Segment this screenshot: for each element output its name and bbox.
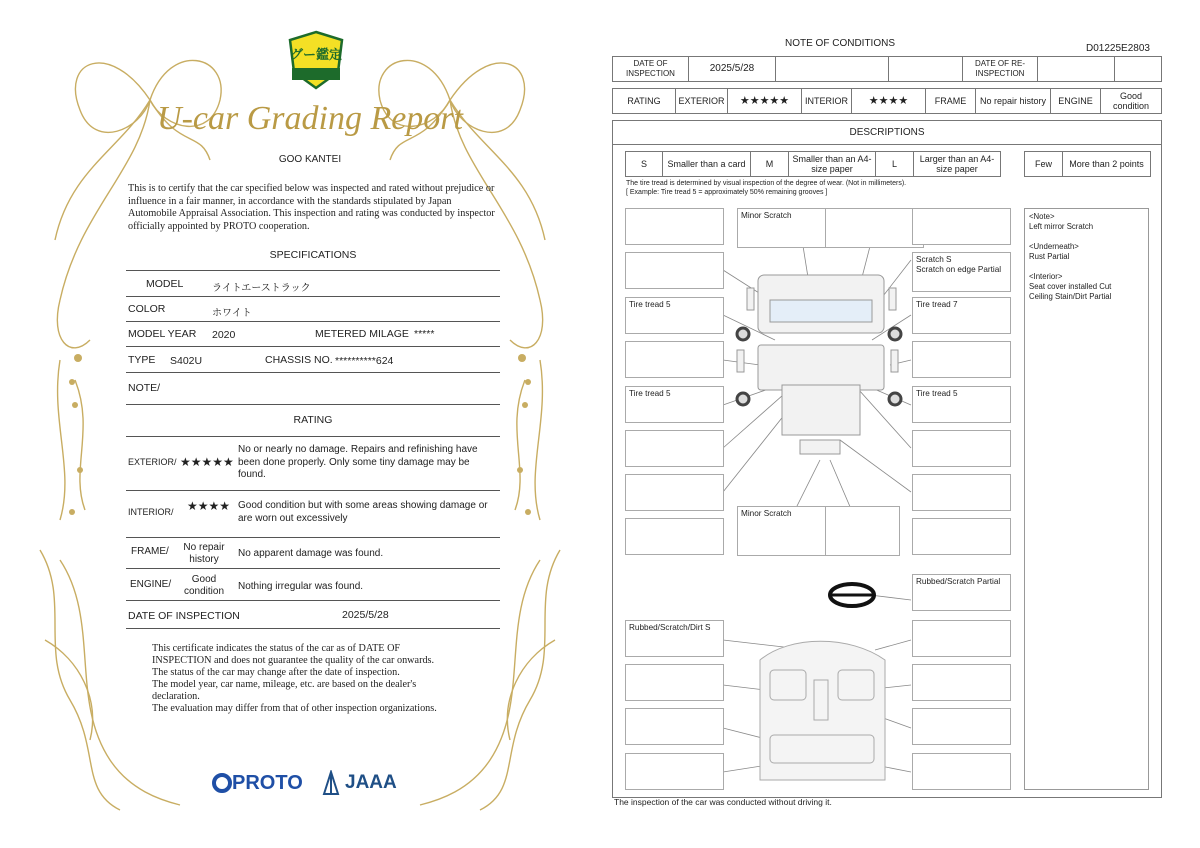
tire-rear-right: Tire tread 5 — [916, 389, 958, 398]
tire-front-left: Tire tread 5 — [629, 300, 671, 309]
frame-label: FRAME/ — [131, 546, 169, 557]
desc-box — [912, 386, 1011, 423]
color-label: COLOR — [128, 303, 166, 315]
desc-box — [912, 518, 1011, 555]
exterior-description — [238, 444, 496, 482]
conditions-title: NOTE OF CONDITIONS — [785, 38, 895, 49]
legend-m-desc: Smaller than an A4-size paper — [789, 152, 876, 176]
tire-front-right: Tire tread 7 — [916, 300, 958, 309]
rating-heading: RATING — [293, 414, 333, 426]
engine-value: Good condition — [1112, 91, 1150, 111]
reinspect-label: DATE OF RE-INSPECTION — [963, 57, 1038, 81]
exterior-label: EXTERIOR — [676, 89, 728, 113]
intro-text: This is to certify that the car specified below was inspected and rated without prejudice or influence in a fair manner, in accordance with the standards stipulated by Japan Automobile Appraisal Association. This inspection and rating was conducted by inspector officially appointed by PROTO cooperation. — [128, 183, 495, 232]
frame-value: No repair history — [976, 89, 1051, 113]
mileage-label: METERED MILAGE — [315, 328, 409, 340]
desc-box — [625, 664, 724, 701]
desc-box — [625, 518, 724, 555]
interior-rubbed-note: Rubbed/Scratch/Dirt S — [629, 623, 711, 632]
descriptions-heading-text: DESCRIPTIONS — [849, 126, 925, 138]
disclaimer-line: The status of the car may change after the date of inspection. — [152, 667, 400, 678]
desc-box — [625, 341, 724, 378]
disclaimer — [152, 643, 492, 715]
exterior-label: EXTERIOR/ — [128, 457, 177, 467]
desc-box — [912, 341, 1011, 378]
jaaa-logo — [320, 770, 397, 796]
tire-note: The tire tread is determined by visual inspection of the degree of wear. (Not in millimeters). — [626, 180, 907, 187]
frame-label: FRAME — [926, 89, 976, 113]
mileage-value: ***** — [414, 328, 435, 340]
document-id: D01225E2803 — [1086, 43, 1150, 54]
scratch-edge-note: Scratch on edge Partial — [916, 265, 1002, 274]
desc-box — [625, 708, 724, 745]
note-line: Left mirror Scratch — [1029, 222, 1094, 231]
goo-kantei-badge — [288, 30, 344, 92]
exterior-description-text: No or nearly no damage. Repairs and refinishing have been done properly. Only some tiny damage may be found. — [238, 444, 478, 480]
color-value: ホワイト — [212, 308, 252, 319]
divider — [126, 600, 500, 601]
legend-s: S — [626, 152, 663, 176]
jaaa-logo-text: JAAA — [345, 772, 397, 793]
desc-box — [825, 506, 900, 556]
desc-box — [825, 208, 924, 248]
report-title: U-car Grading Report — [157, 100, 463, 137]
specifications-heading: SPECIFICATIONS — [269, 249, 357, 261]
desc-box — [625, 252, 724, 289]
rear-minor-scratch: Minor Scratch — [741, 509, 792, 518]
report-subtitle: GOO KANTEI — [278, 154, 342, 165]
interior-description-text: Good condition but with some areas showing damage or are worn out excessively — [238, 500, 488, 524]
legend-few-desc: More than 2 points — [1069, 159, 1144, 169]
model-year-value: 2020 — [212, 329, 236, 341]
date-value: 2025/5/28 — [689, 57, 776, 81]
interior-label: INTERIOR — [802, 89, 852, 113]
engine-label: ENGINE — [1051, 89, 1101, 113]
frame-value: No repair history — [183, 542, 225, 565]
inspection-date-label: DATE OF INSPECTION — [128, 610, 240, 622]
note-line: Seat cover installed Cut — [1029, 282, 1112, 291]
note-line: <Underneath> — [1029, 242, 1079, 251]
desc-box — [625, 430, 724, 467]
exterior-stars: ★★★★★ — [180, 455, 234, 469]
tire-rear-left: Tire tread 5 — [629, 389, 671, 398]
rating-label: RATING — [613, 89, 676, 113]
note-spacer — [1029, 232, 1144, 242]
note-spacer — [1029, 262, 1144, 272]
desc-box — [912, 297, 1011, 334]
desc-box — [625, 297, 724, 334]
disclaimer-line: This certificate indicates the status of the car as of DATE OF — [152, 643, 401, 654]
divider — [126, 490, 500, 491]
divider — [126, 372, 500, 373]
desc-box — [625, 474, 724, 511]
legend-l: L — [876, 152, 914, 176]
disclaimer-line: The evaluation may differ from that of other inspection organizations. — [152, 703, 437, 714]
proto-logo — [212, 770, 303, 796]
divider — [126, 436, 500, 437]
divider — [126, 296, 500, 297]
interior-stars: ★★★★ — [187, 499, 231, 513]
frame-description: No apparent damage was found. — [238, 548, 384, 559]
desc-box — [625, 753, 724, 790]
desc-box — [912, 252, 1011, 292]
note-label: NOTE/ — [128, 382, 161, 394]
chassis-value: **********624 — [335, 355, 394, 367]
desc-box — [737, 208, 836, 248]
chassis-label: CHASSIS NO. — [265, 354, 333, 366]
engine-value: Good condition — [183, 574, 225, 597]
desc-box — [912, 664, 1011, 701]
tire-example: [ Example: Tire tread 5 = approximately 50% remaining grooves ] — [626, 189, 828, 196]
badge-label: グー鑑定 — [289, 47, 342, 62]
note-line: <Interior> — [1029, 272, 1063, 281]
divider — [126, 628, 500, 629]
divider — [126, 568, 500, 569]
model-label: MODEL — [146, 278, 184, 290]
interior-stars: ★★★★ — [852, 89, 926, 113]
footer-note: The inspection of the car was conducted without driving it. — [614, 797, 832, 807]
desc-box — [912, 574, 1011, 611]
note-line: <Note> — [1029, 212, 1055, 221]
disclaimer-line: declaration. — [152, 691, 200, 702]
proto-logo-text: PROTO — [232, 771, 303, 794]
disclaimer-line: INSPECTION and does not guarantee the quality of the car onwards. — [152, 655, 435, 666]
notes-panel — [1024, 208, 1149, 790]
steering-wheel-icon — [830, 584, 874, 606]
type-value: S402U — [170, 355, 203, 367]
desc-box — [912, 708, 1011, 745]
desc-box — [912, 430, 1011, 467]
desc-box — [912, 753, 1011, 790]
legend-m: M — [751, 152, 789, 176]
desc-box — [912, 208, 1011, 245]
inspection-date-value: 2025/5/28 — [342, 609, 389, 621]
desc-box — [737, 506, 836, 556]
interior-label: INTERIOR/ — [128, 507, 174, 517]
desc-box — [912, 620, 1011, 657]
type-label: TYPE — [128, 354, 156, 366]
desc-box — [912, 474, 1011, 511]
disclaimer-line: The model year, car name, mileage, etc. are based on the dealer's — [152, 679, 417, 690]
model-value: ライトエーストラック — [212, 283, 311, 294]
legend-few: Few — [1025, 152, 1063, 176]
divider — [126, 270, 500, 271]
jaaa-mark-icon — [320, 770, 342, 796]
model-year-label: MODEL YEAR — [128, 328, 197, 340]
interior-description — [238, 500, 496, 525]
legend-l-desc: Larger than an A4-size paper — [919, 154, 995, 174]
desc-box — [625, 208, 724, 245]
front-minor-scratch: Minor Scratch — [741, 211, 792, 220]
divider — [126, 321, 500, 322]
date-label: DATE OF INSPECTION — [613, 57, 689, 81]
divider — [126, 346, 500, 347]
scratch-s-note: Scratch S — [916, 255, 952, 264]
divider — [126, 537, 500, 538]
desc-box — [625, 620, 724, 657]
engine-description: Nothing irregular was found. — [238, 581, 364, 592]
desc-box — [625, 386, 724, 423]
note-of-conditions — [600, 0, 1200, 848]
note-line: Ceiling Stain/Dirt Partial — [1029, 292, 1112, 301]
proto-mark-icon — [212, 772, 232, 794]
exterior-stars: ★★★★★ — [728, 89, 802, 113]
legend-s-desc: Smaller than a card — [663, 152, 751, 176]
note-line: Rust Partial — [1029, 252, 1070, 261]
divider — [126, 404, 500, 405]
steering-rubbed-note: Rubbed/Scratch Partial — [916, 577, 1001, 586]
engine-label: ENGINE/ — [130, 579, 172, 590]
